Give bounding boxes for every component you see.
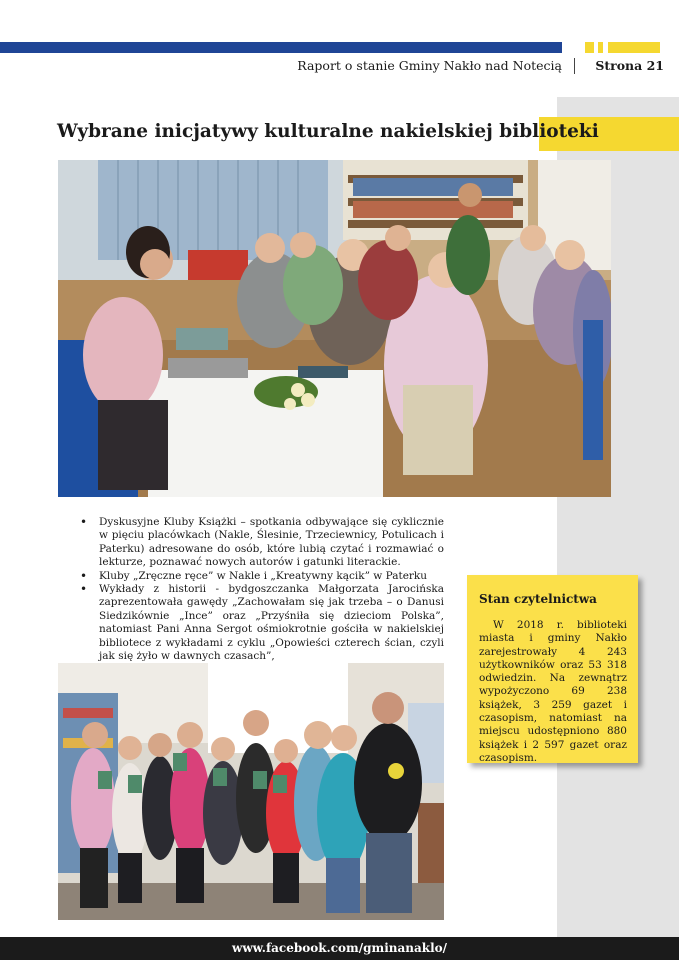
initiatives-list [80,516,444,663]
list-item: • Dyskusyjne Kluby Książki – spotkania odbywające się cyklicznie w pięciu placówkach (Nakle, Ślesinie, Trzeciewnicy, Potulicach i Paterku) adresowane do osób, które lubią czytać i rozmawiać o lekturze, poznawać nowych autorów i gatunki literackie. [80,516,444,570]
stat-box-text: W 2018 r. biblioteki miasta i gminy Nakło zarejestrowały 4 243 użytkowników oraz 53 318 odwiedzin. Na zewnątrz wypożyczono 69 238 książek, 3 259 gazet i czasopism, natomiast na miejscu udostępniono 880 książek i 2 597 gazet oraz czasopism. [479,619,627,764]
stat-box-title: Stan czytelnictwa [479,592,597,606]
page-number: Strona 21 [595,58,664,73]
report-title: Raport o stanie Gminy Nakło nad Notecią [297,58,562,73]
youth-group-photo [58,663,444,920]
header-divider [574,58,575,74]
reading-stats-box [467,575,638,763]
list-item: • Wykłady z historii - bydgoszczanka Małgorzata Jarocińska zaprezentowała gawędy „Zachowałam się jak trzeba – o Danusi Siedzikównie „Ince” oraz „Przyśniła się dzieciom Polska”, natomiast Pani Anna Sergot ośmiokrotnie gościła w nakielskiej bibliotece z wykładami z cyklu „Opowieści czterech ścian, czyli jak się żyło w dawnych czasach”, [80,583,444,663]
header-yellow-block [598,42,603,53]
list-item: • Kluby „Zręczne ręce” w Nakle i „Kreatywny kącik” w Paterku [80,570,444,583]
facebook-link[interactable]: www.facebook.com/gminanaklo/ [231,941,448,955]
header-yellow-block [608,42,660,53]
library-meeting-photo [58,160,611,497]
header-blue-bar [0,42,562,53]
footer-bar [0,937,679,960]
header-yellow-block [585,42,594,53]
page-title: Wybrane inicjatywy kulturalne nakielskiej biblioteki [57,121,599,142]
